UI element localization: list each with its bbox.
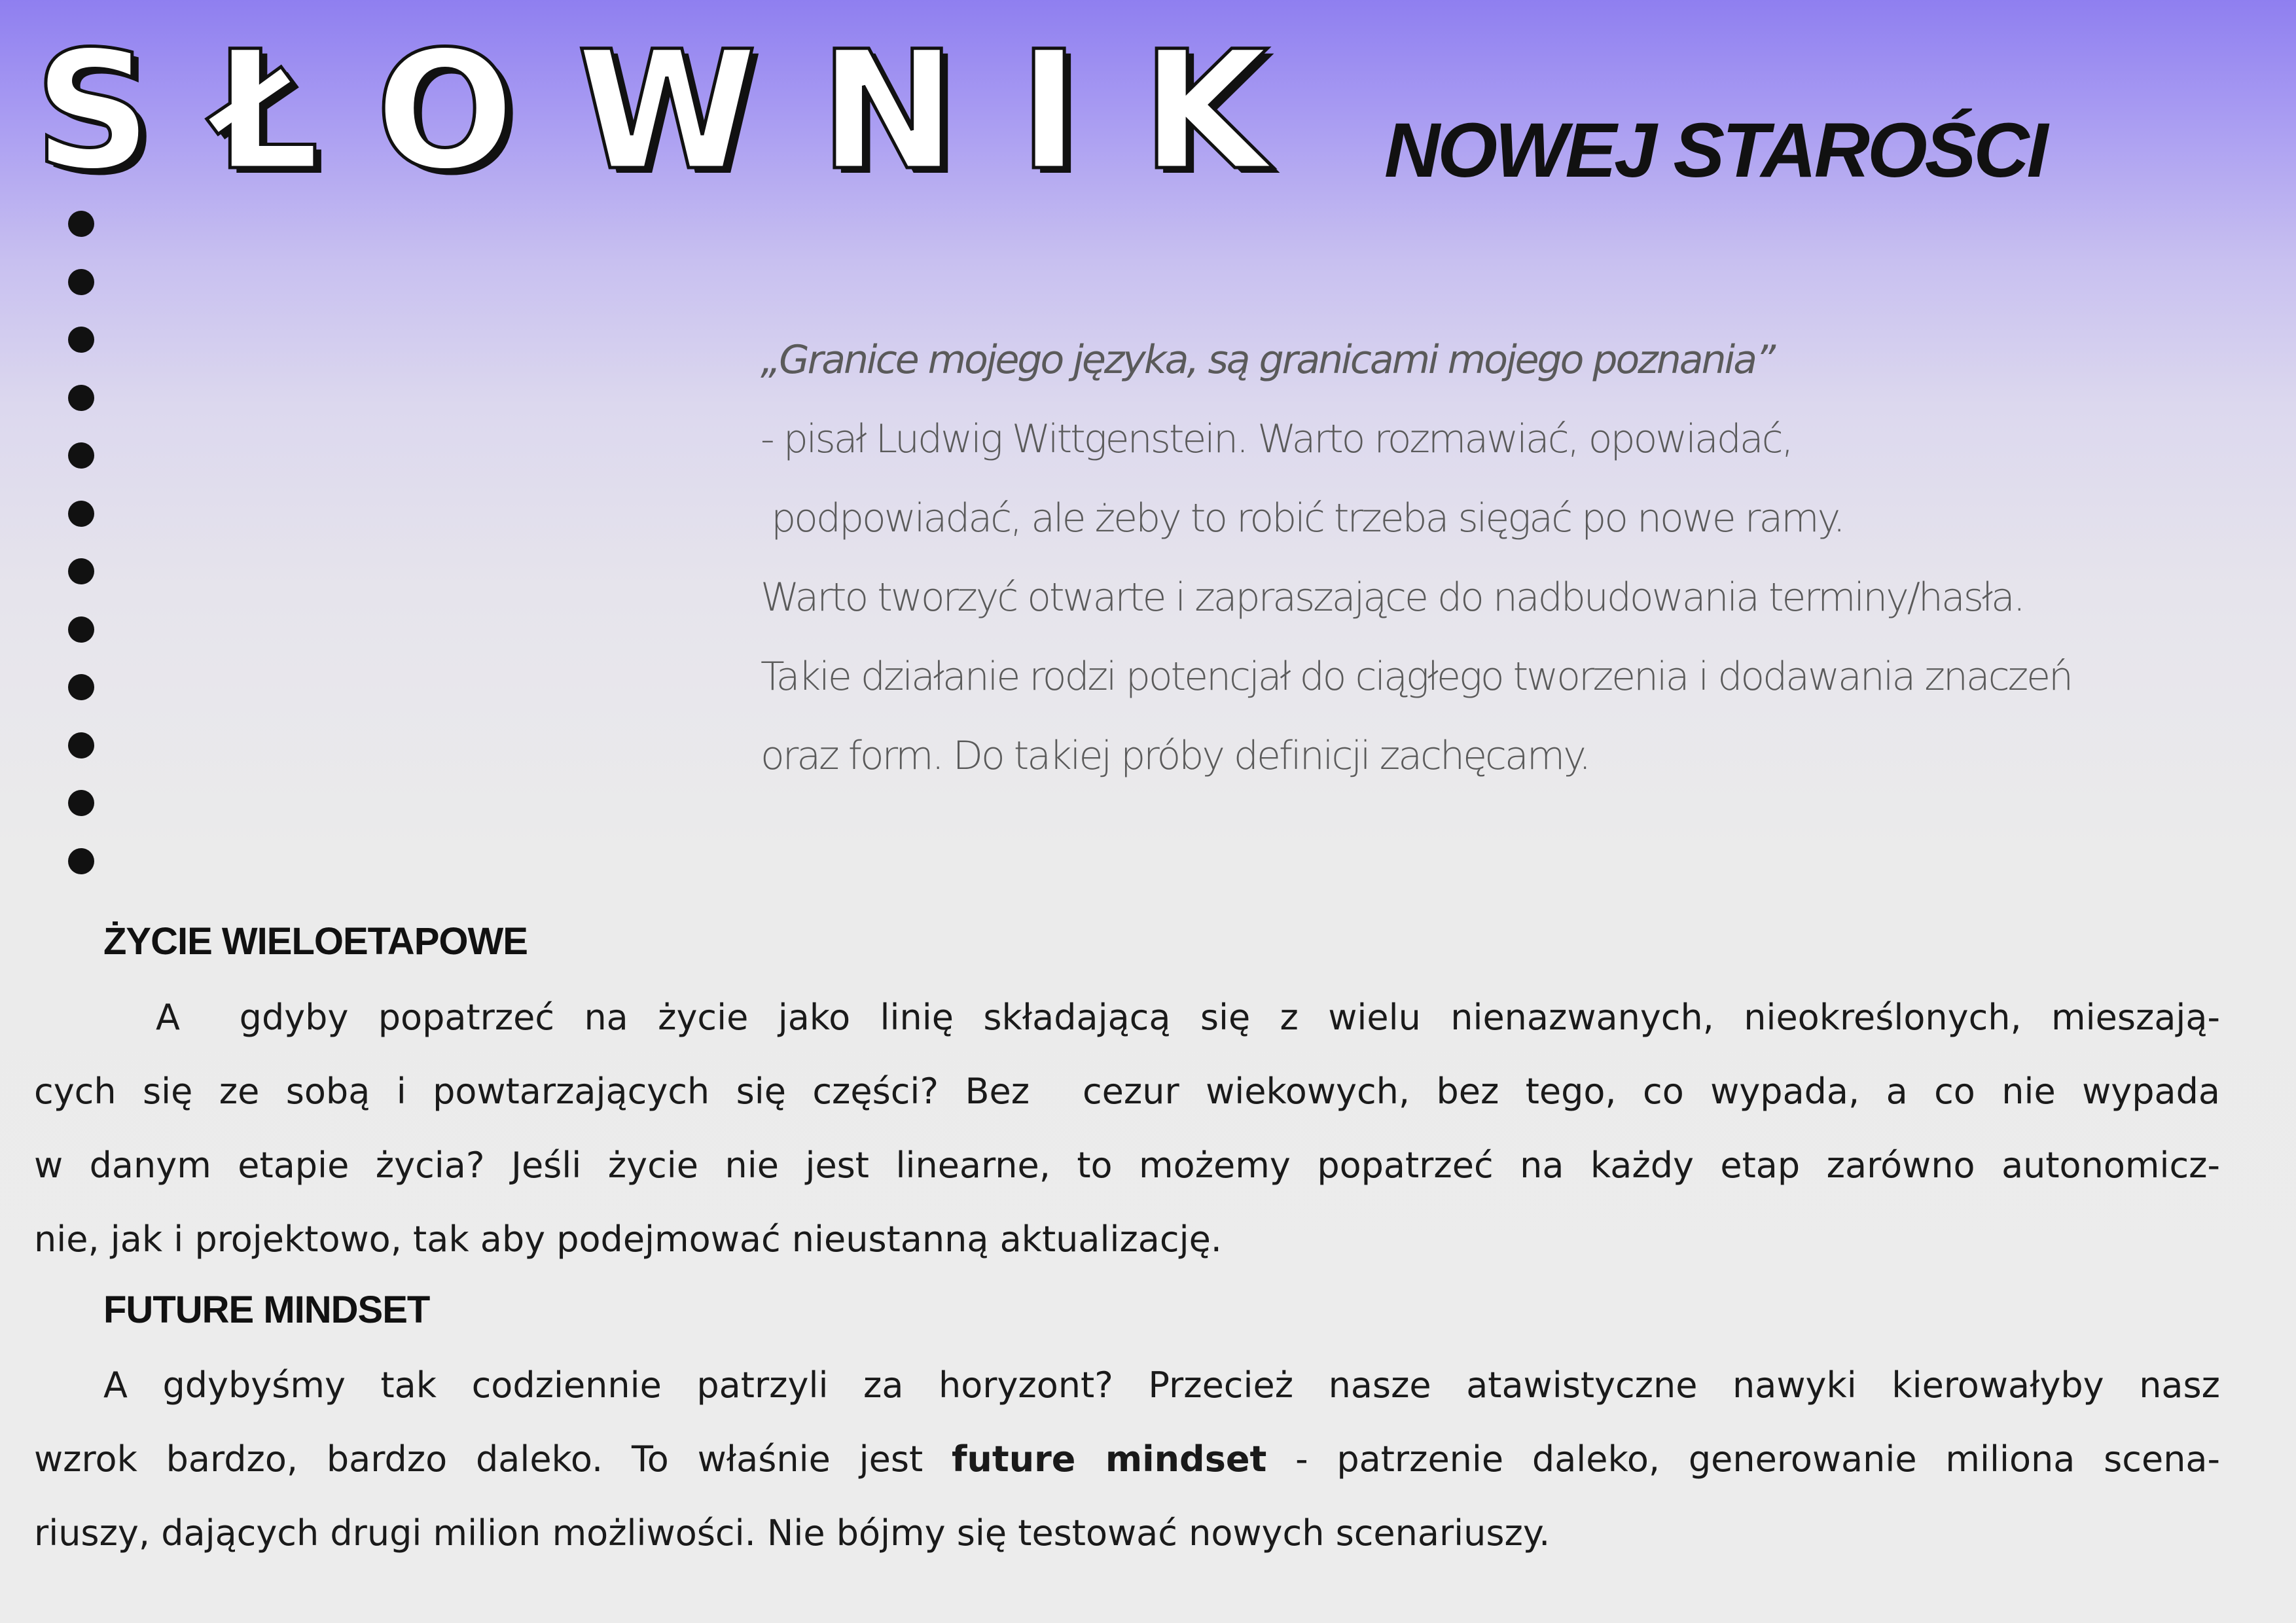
intro-line: podpowiadać, ale żeby to robić trzeba sięgać po nowe ramy. [761, 495, 1844, 541]
intro-line: oraz form. Do takiej próby definicji zachęcamy. [761, 733, 1590, 779]
dot [68, 848, 94, 874]
page-title: SŁOWNIK [34, 16, 1331, 206]
dot [68, 385, 94, 411]
section-body-future-mindset [34, 1348, 2220, 1570]
section-heading-future-mindset: FUTURE MINDSET [103, 1289, 430, 1331]
paragraph-line: A gdybyśmy tak codziennie patrzyli za horyzont? Przecież nasze atawistyczne nawyki kierowałyby nasz [103, 1364, 2220, 1406]
text-run: - patrzenie daleko, generowanie miliona scena- [1266, 1438, 2220, 1480]
dot [68, 327, 94, 353]
dot [68, 616, 94, 643]
dot [68, 442, 94, 469]
intro-quote: „Granice mojego języka, są granicami mojego poznania” [761, 337, 1774, 383]
paragraph-line: riuszy, dających drugi milion możliwości. Nie bójmy się testować nowych scenariuszy. [34, 1512, 1551, 1554]
intro-quote-block [761, 321, 2233, 796]
intro-line: Warto tworzyć otwarte i zapraszające do nadbudowania terminy/hasła. [761, 575, 2024, 620]
paragraph-line [34, 1422, 2220, 1496]
page-subtitle: NOWEJ STAROŚCI [1384, 107, 2046, 194]
dot [68, 501, 94, 527]
dot [68, 558, 94, 584]
intro-line: - pisał Ludwig Wittgenstein. Warto rozmawiać, opowiadać, [761, 416, 1792, 462]
dot [68, 211, 94, 237]
dot [68, 674, 94, 700]
emphasis-future-mindset: future mindset [951, 1438, 1267, 1480]
dot [68, 732, 94, 758]
paragraph-line: nie, jak i projektowo, tak aby podejmować nieustanną aktualizację. [34, 1219, 1222, 1260]
dot [68, 790, 94, 816]
dot [68, 269, 94, 295]
paragraph-line: cych się ze sobą i powtarzających się części? Bez cezur wiekowych, bez tego, co wypada, a co nie wypada [34, 1071, 2220, 1112]
section-body-zycie-wieloetapowe [34, 980, 2220, 1276]
section-heading-zycie-wieloetapowe: ŻYCIE WIELOETAPOWE [103, 920, 528, 963]
paragraph-line: A gdyby popatrzeć na życie jako linię składającą się z wielu nienazwanych, nieokreślonych, mieszają- [156, 997, 2220, 1038]
dot-column [68, 211, 97, 906]
intro-line: Takie działanie rodzi potencjał do ciągłego tworzenia i dodawania znaczeń [761, 654, 2072, 700]
text-run: wzrok bardzo, bardzo daleko. To właśnie jest [34, 1438, 952, 1480]
paragraph-line: w danym etapie życia? Jeśli życie nie jest linearne, to możemy popatrzeć na każdy etap zarówno autonomicz- [34, 1145, 2220, 1186]
